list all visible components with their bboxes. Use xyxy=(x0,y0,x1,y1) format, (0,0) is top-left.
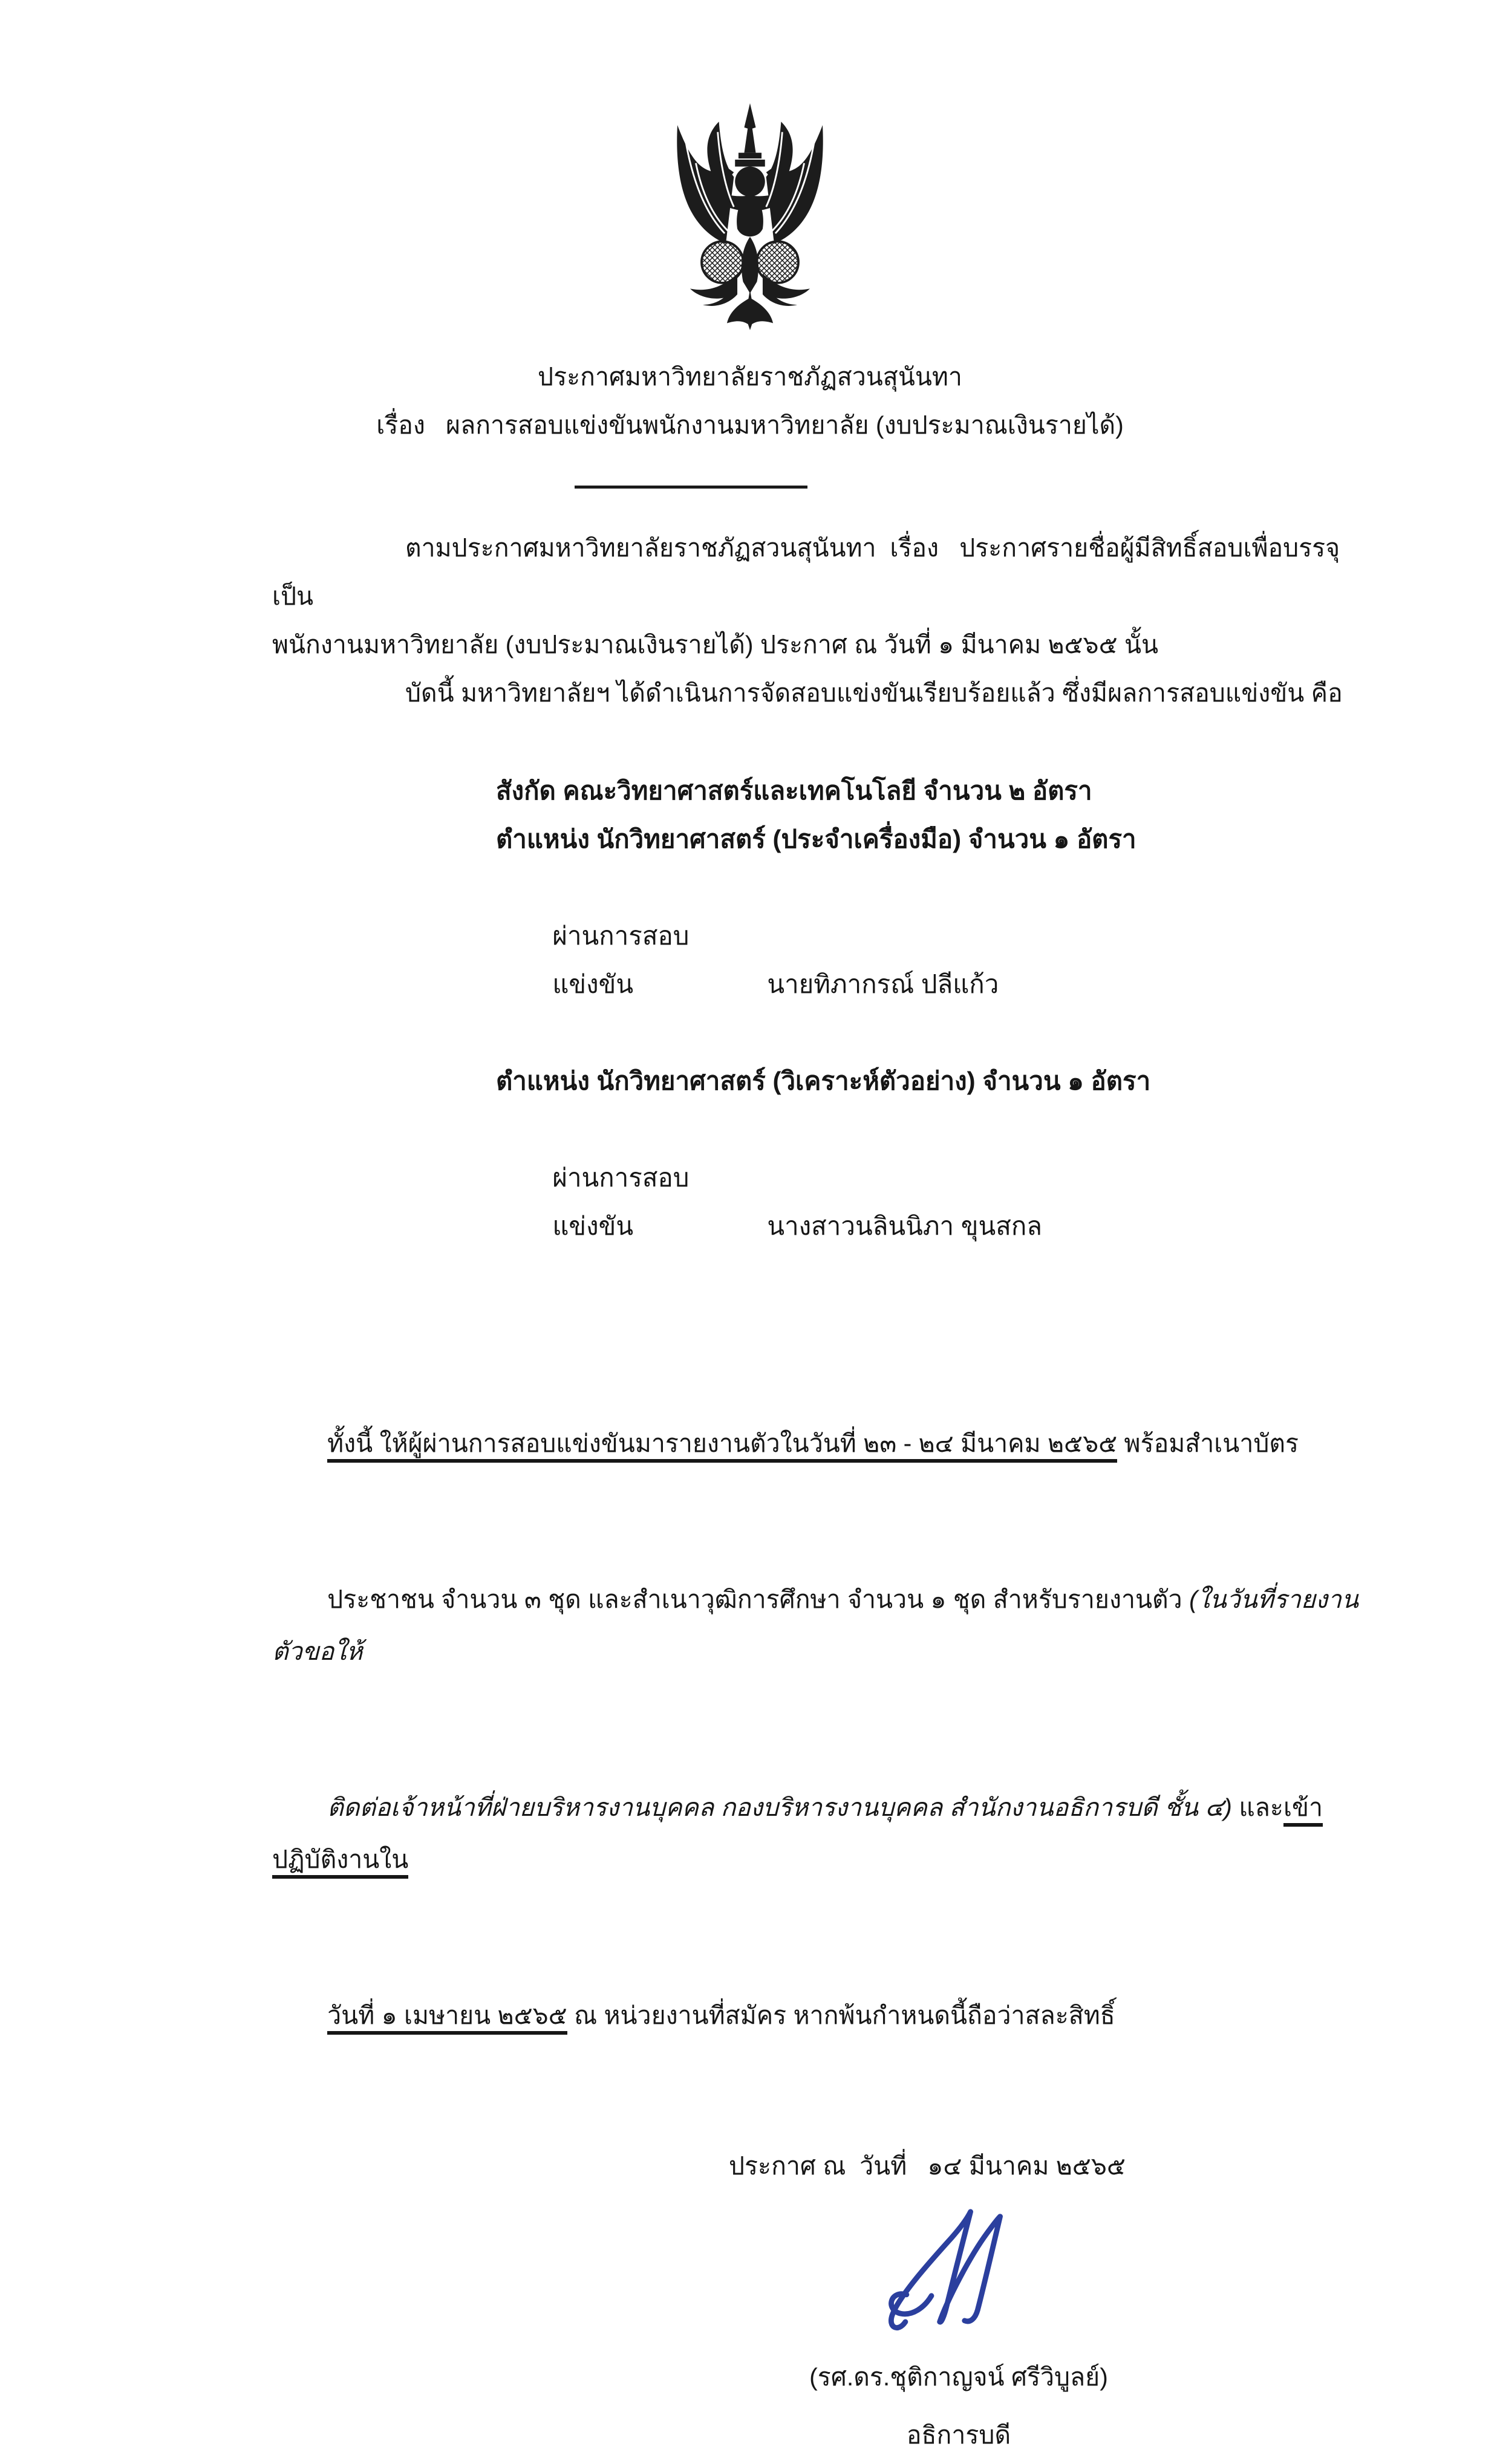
closing-line-2 xyxy=(272,1521,1361,1729)
intro-line-1: ตามประกาศมหาวิทยาลัยราชภัฏสวนสุนันทา เรื่อง ประกาศรายชื่อผู้มีสิทธิ์สอบเพื่อบรรจุเป็น xyxy=(272,534,1340,610)
closing-line-3-underlined: เข้าปฏิบัติงานใน xyxy=(272,1793,1323,1879)
intro-line-3: บัดนี้ มหาวิทยาลัยฯ ได้ดำเนินการจัดสอบแข่งขันเรียบร้อยแล้ว ซึ่งมีผลการสอบแข่งขัน คือ xyxy=(405,679,1343,707)
closing-line-4-underlined: วันที่ ๑ เมษายน ๒๕๖๕ xyxy=(327,2001,567,2035)
result-pass-row-1 xyxy=(496,863,1361,1057)
result-pass-row-2 xyxy=(496,1105,1361,1299)
closing-line-4 xyxy=(272,1937,1361,2093)
signature-block xyxy=(771,2206,1146,2464)
result-position-2: ตำแหน่ง นักวิทยาศาสตร์ (วิเคราะห์ตัวอย่าง) จำนวน ๑ อัตรา xyxy=(496,1067,1151,1095)
pass-label-2: ผ่านการสอบแข่งขัน xyxy=(552,1163,690,1240)
closing-line-1 xyxy=(272,1365,1361,1521)
emblem-container xyxy=(653,100,847,342)
closing-line-2-text: ประชาชน จำนวน ๓ ชุด และสำเนาวุฒิการศึกษา จำนวน ๑ ชุด สำหรับรายงานตัว xyxy=(327,1585,1190,1613)
candidate-name-2: นางสาวนลินนิภา ขุนสกล xyxy=(767,1212,1042,1240)
closing-line-3-italic: ติดต่อเจ้าหน้าที่ฝ่ายบริหารงานบุคคล กองบริหารงานบุคคล สำนักงานอธิการบดี ชั้น ๔) xyxy=(327,1793,1232,1821)
candidate-name-1: นายทิภากรณ์ ปลีแก้ว xyxy=(767,970,999,998)
results-block xyxy=(496,767,1361,1299)
closing-line-3 xyxy=(272,1729,1361,1937)
closing-line-1-rest: พร้อมสำเนาบัตร xyxy=(1117,1429,1299,1457)
closing-line-1-underlined: ทั้งนี้ ให้ผู้ผ่านการสอบแข่งขันมารายงานตัวในวันที่ ๒๓ - ๒๔ มีนาคม ๒๕๖๕ xyxy=(327,1429,1117,1463)
closing-line-4-rest: ณ หน่วยงานที่สมัคร หากพ้นกำหนดนี้ถือว่าสละสิทธิ์ xyxy=(567,2001,1115,2029)
signer-name: (รศ.ดร.ชุติกาญจน์ ศรีวิบูลย์) xyxy=(809,2363,1108,2391)
document-header xyxy=(0,353,1500,449)
pass-label-1: ผ่านการสอบแข่งขัน xyxy=(552,922,690,998)
intro-line-2: พนักงานมหาวิทยาลัย (งบประมาณเงินรายได้) ประกาศ ณ วันที่ ๑ มีนาคม ๒๕๖๕ นั้น xyxy=(272,631,1159,658)
signer-position: อธิการบดี xyxy=(906,2421,1011,2449)
signature-image xyxy=(868,2206,1049,2348)
title-divider xyxy=(575,486,807,489)
result-affiliation: สังกัด คณะวิทยาศาสตร์และเทคโนโลยี จำนวน ๒ อัตรา xyxy=(496,776,1092,805)
announcement-title: ประกาศมหาวิทยาลัยราชภัฏสวนสุนันทา xyxy=(538,363,962,391)
closing-line-2-italic: (ในวันที่รายงานตัวขอให้ xyxy=(272,1585,1358,1665)
document-body xyxy=(272,524,1361,2464)
result-position-1: ตำแหน่ง นักวิทยาศาสตร์ (ประจำเครื่องมือ) จำนวน ๑ อัตรา xyxy=(496,825,1136,853)
closing-paragraph xyxy=(272,1365,1361,2093)
announcement-subject: เรื่อง ผลการสอบแข่งขันพนักงานมหาวิทยาลัย (งบประมาณเงินรายได้) xyxy=(376,411,1124,439)
garuda-emblem-icon xyxy=(656,100,844,342)
closing-line-3-text: และ xyxy=(1231,1793,1283,1821)
issue-date-line: ประกาศ ณ วันที่ ๑๔ มีนาคม ๒๕๖๕ xyxy=(729,2152,1126,2180)
